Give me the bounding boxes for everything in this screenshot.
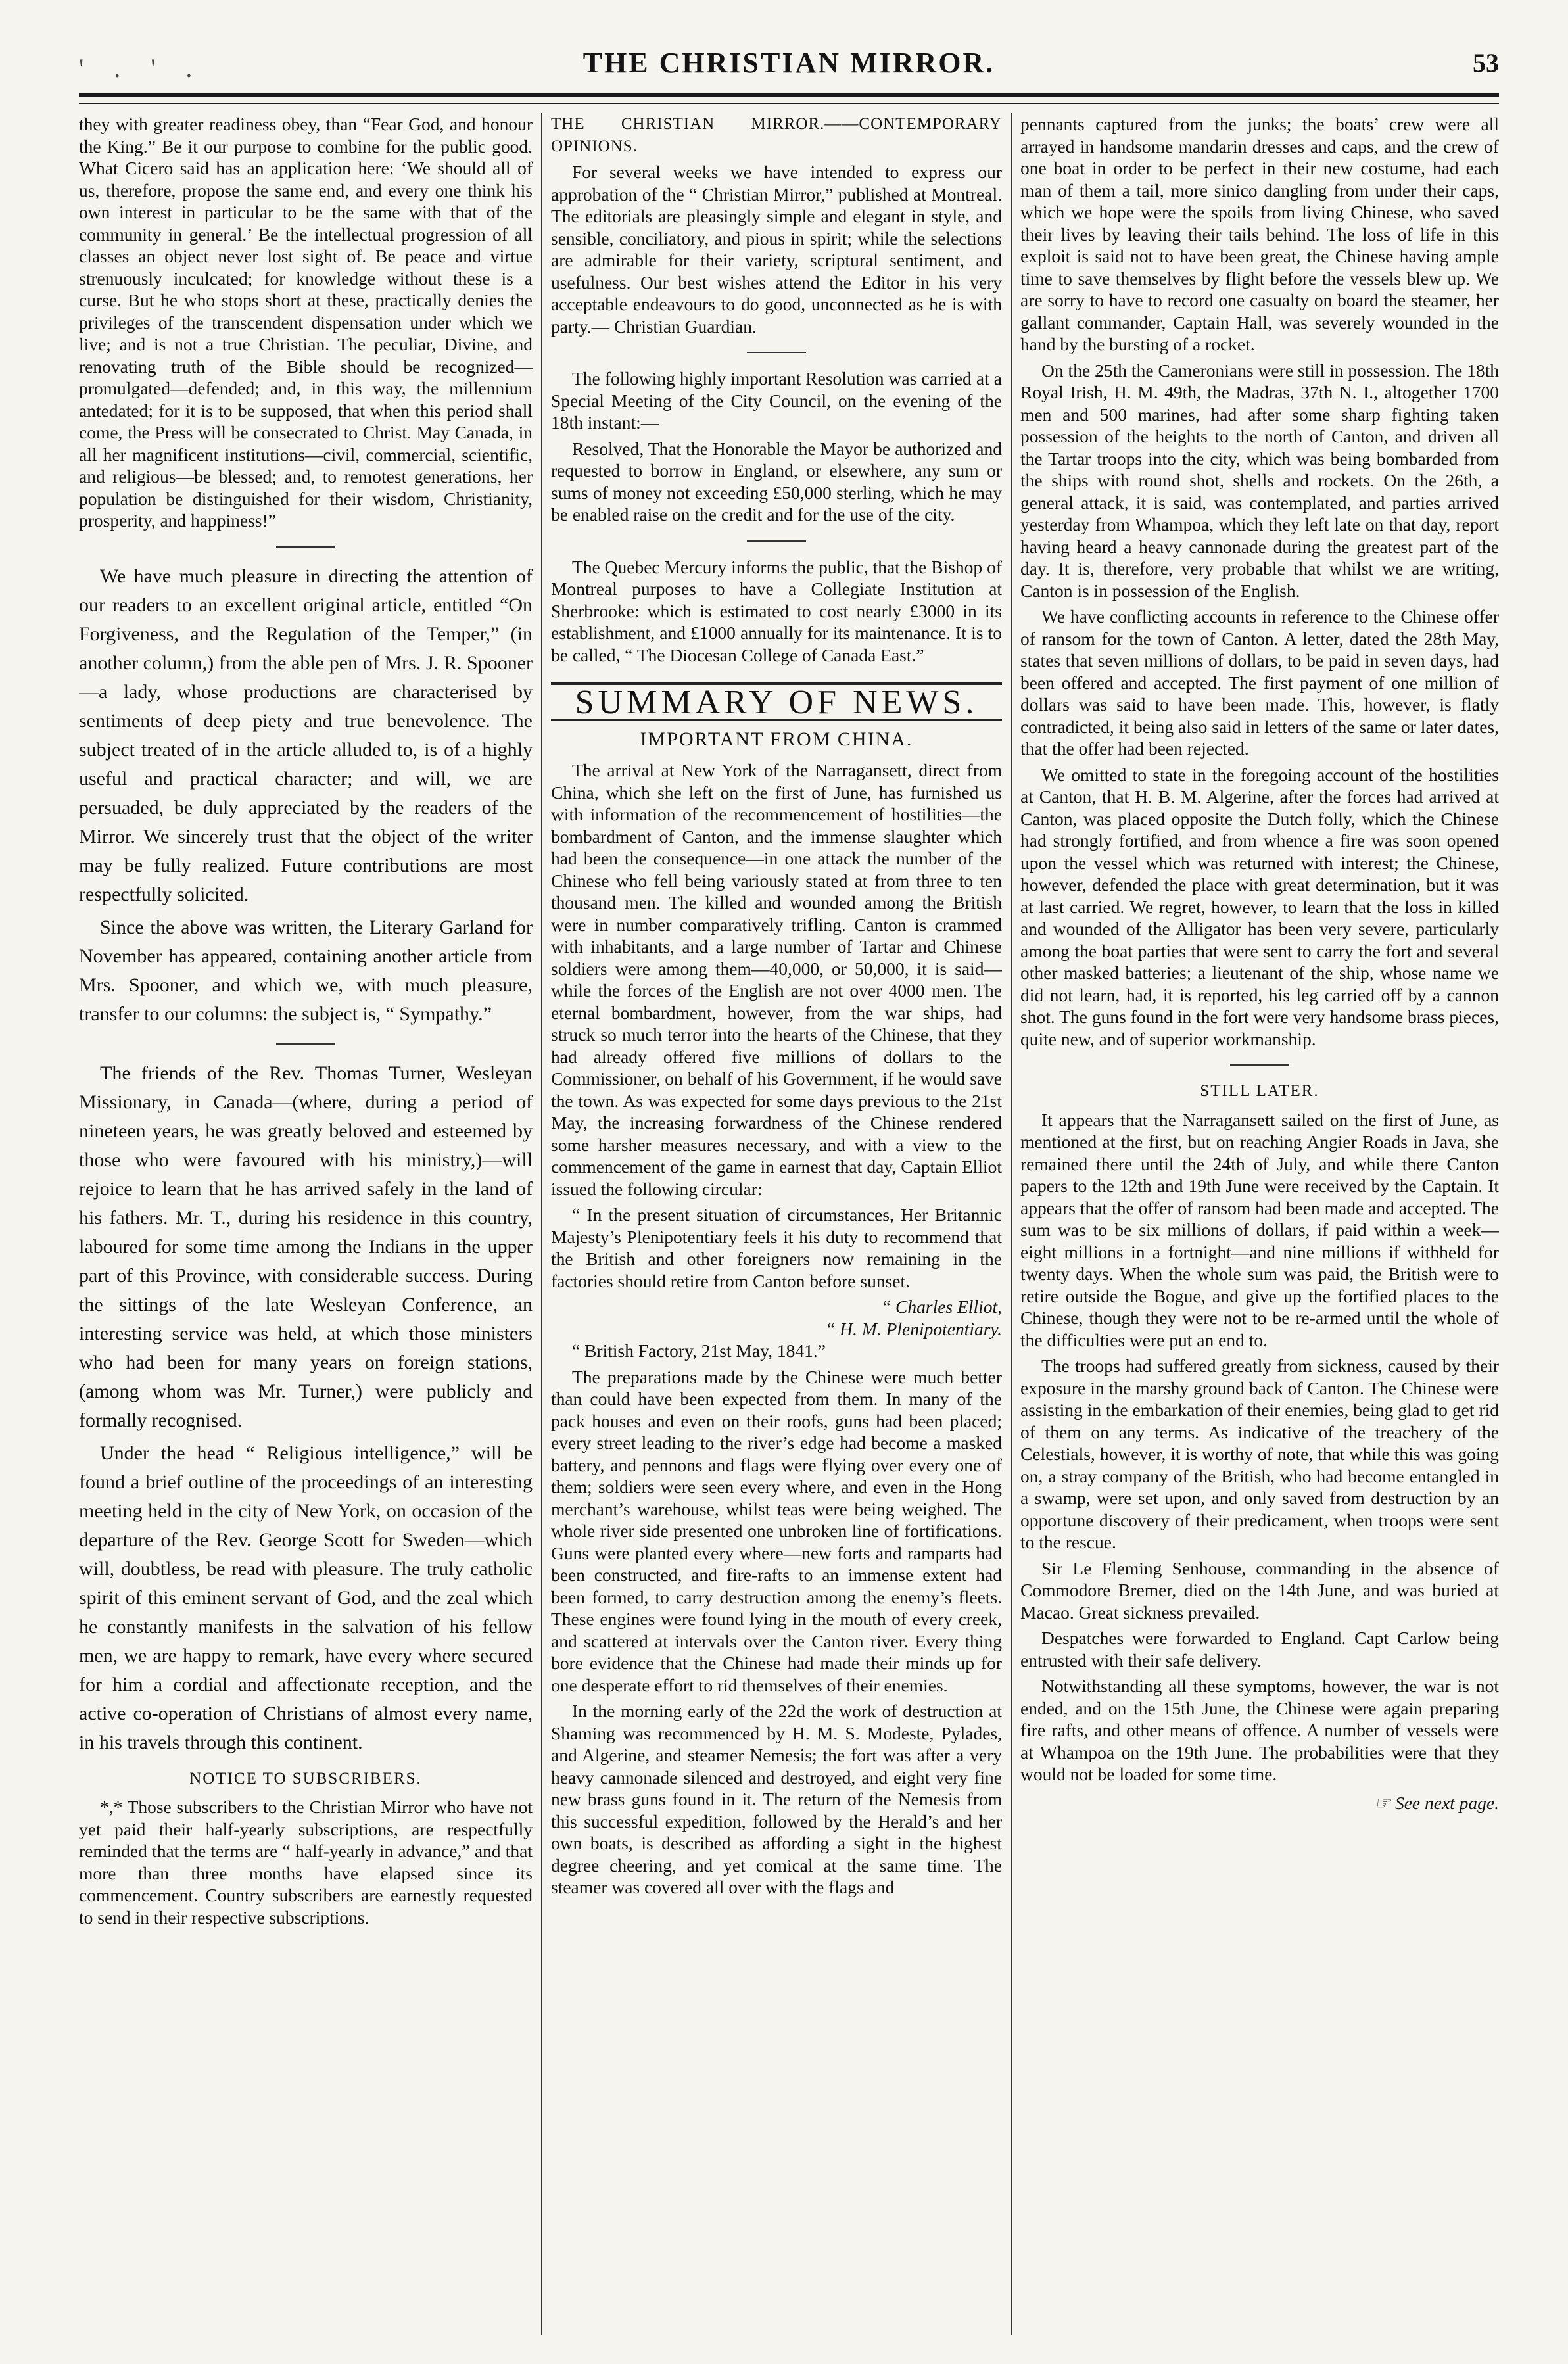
notice-heading: NOTICE TO SUBSCRIBERS.: [189, 1769, 422, 1787]
col2-para-circular: “ In the present situation of circumstances, Her Britannic Majesty’s Plenipotentiary feels it his duty to recommend that the British and other foreigners now remaining in the factories should retire from Canton before sunset.: [551, 1204, 1002, 1291]
china-heading: IMPORTANT FROM CHINA.: [640, 728, 913, 750]
col3-para-algerine: We omitted to state in the foregoing account of the hostilities at Canton, that H. B. M. Algerine, after the forces had arrived at Canton, was placed opposite the Dutch folly, which the Chinese had strongly fortified, and from whence a fire was soon opened upon the vessel which was returned with interest; the Chinese, however, defended the place with great determination, but it was at last carried. We regret, however, to learn that the loss in killed and wounded of the Alligator has been very severe, particularly among the boat parties that were sent to carry the fort and several other masked batteries; a lieutenant of the ship, whose name we did not learn, had, it is reported, his leg carried off by a cannon shot. The guns found in the fort were very handsome brass pieces, quite new, and of superior workmanship.: [1020, 764, 1499, 1049]
col3-para-senhouse: Sir Le Fleming Senhouse, commanding in the absence of Commodore Bremer, died on the 14th June, and was buried at Macao. Great sickness prevailed.: [1020, 1557, 1499, 1622]
col1-para-religious: Under the head “ Religious intelligence,” will be found a brief outline of the proceedings of an interesting meeting held in the city of New York, on occasion of the departure of the Rev. George Scott for Sweden—which will, doubtless, be read with pleasure. The truly catholic spirit of this eminent servant of God, and the zeal which he constantly manifests in the salvation of his fellow men, we are happy to remark, have every where secured for him a cordial and affectionate reception, and the active co-operation of Christians of almost every name, in his travels through this continent.: [79, 1442, 533, 1753]
separator: [747, 352, 806, 353]
col2-para-mercury: The Quebec Mercury informs the public, that the Bishop of Montreal purposes to have a Collegiate Institution at Sherbrooke: which is estimated to cost nearly £3000 in its establishment, and £1000 annually for its maintenance. It is to be called, “ The Diocesan College of Canada East.”: [551, 556, 1002, 665]
header-dots: ' . ' .: [79, 53, 204, 83]
col2-para-narragansett: The arrival at New York of the Narragansett, direct from China, which she left on the first of June, has furnished us with information of the recommencement of hostilities—the bombardment of Canton, and the immense slaughter which had been the consequence—in one attack the number of the Chinese who fell being variously stated at from three to ten thousand men. The killed and wounded among the British were in number comparatively trifling. Canton is crammed with inhabitants, and a large number of Tartar and Chinese soldiers were among them—40,000, or 50,000, it is said—while the forces of the English are not over 4000 men. The eternal bombardment, however, from the war ships, had struck so much terror into the hearts of the Chinese, that they had already offered five millions of dollars to the Commissioner, on behalf of his Government, if he would save the town. As was expected for some days previous to the 21st May, the increasing forwardness of the Chinese rendered some harsher measures necessary, and with a view to the commencement of the game in earnest that day, Captain Elliot issued the following circular:: [551, 760, 1002, 1199]
col1-para-garland: Since the above was written, the Literary Garland for November has appeared, containing another article from Mrs. Spooner, and which we, with much pleasure, transfer to our columns: the subject is, “ Sympathy.”: [79, 916, 533, 1025]
column-3: [1020, 113, 1499, 2342]
summary-of-news-heading: SUMMARY OF NEWS.: [551, 682, 1002, 721]
col2-para-preparations: The preparations made by the Chinese were much better than could have been expected from them. In many of the pack houses and even on their roofs, guns had been placed; every street leading to the river’s edge had become a masked battery, and pennons and flags were flying over every one of them; soldiers were seen every where, and even in the Hong merchant’s warehouse, whilst teas were being weighed. The whole river side presented one unbroken line of fortifications. Guns were planted every where—new forts and ramparts had been constructed, and fire-rafts to an immense extent had been formed, to carry destruction among the enemy’s fleets. These engines were found lying in the mouth of every creek, and scattered at intervals over the Canton river. Every thing bore evidence that the Chinese had made their minds up for one desperate effort to rid themselves of their enemies.: [551, 1366, 1002, 1695]
col1-para-spooner: We have much pleasure in directing the attention of our readers to an excellent original article, entitled “On Forgiveness, and the Regulation of the Temper,” (in another column,) from the able pen of Mrs. J. R. Spooner—a lady, whose productions are characterised by sentiments of deep piety and true benevolence. The subject treated of in the article alluded to, is of a highly useful and practical character; and will, we are persuaded, be duly appreciated by the readers of the Mirror. We sincerely trust that the object of the writer may be fully realized. Future contributions are most respectfully solicited.: [79, 565, 533, 905]
separator: [747, 540, 806, 542]
page-number: 53: [1473, 48, 1499, 78]
col3-para-angier: It appears that the Narragansett sailed on the first of June, as mentioned at the first, but on reaching Angier Roads in Java, she remained there until the 24th of July, and while there Canton papers to the 12th and 19th June were received by the Captain. It appears that the offer of ransom had been made and accepted. The sum was to be six millions of dollars, if paid within a week—eight millions in a fortnight—and nine millions if withheld for twenty days. When the whole sum was paid, the British were to retire outside the Bogue, and give up the fortified places to the Chinese, though they were not to be re-armed until the whole of the difficulties were put an end to.: [1020, 1109, 1499, 1350]
header-rule-thin: [79, 103, 1499, 104]
col3-para-notwithstanding: Notwithstanding all these symptoms, however, the war is not ended, and on the 15th June, the Chinese were again preparing fire rafts, and other means of offence. A number of vessels were at Whampoa on the 19th June. The probabilities were that they would not be loaded for some time.: [1020, 1676, 1499, 1784]
col3-para-cameronians: On the 25th the Cameronians were still in possession. The 18th Royal Irish, H. M. 49th, the Madras, 37th N. I., altogether 1700 men and 500 marines, had after some sharp fighting taken possession of the heights to the north of Canton, and driven all the Tartar troops into the city, which was being bombarded from the ships with round shot, shells and rockets. On the 26th, a general attack, it is said, was contemplated, and parties arrived yesterday from Whampoa, which they left late on that day, report having heard a heavy cannonade during the greatest part of the day. It is, therefore, very probable that whilst we are writing, Canton is in possession of the English.: [1020, 360, 1499, 601]
column-2: [551, 113, 1002, 2342]
col1-para-turner: The friends of the Rev. Thomas Turner, Wesleyan Missionary, in Canada—(where, during a period of nineteen years, he was greatly beloved and esteemed by those who were favoured with his ministry,)—will rejoice to learn that he has arrived safely in the land of his fathers. Mr. T., during his residence in this country, laboured for some time among the Indians in the upper part of this Province, with considerable success. During the sittings of the late Wesleyan Conference, an interesting service was held, at which those ministers who had been for many years on foreign stations, (among whom was Mr. Turner,) were publicly and formally recognised.: [79, 1062, 533, 1431]
col3-para-sickness: The troops had suffered greatly from sickness, caused by their exposure in the marshy ground back of Canton. The Chinese were assisting in the embarkation of their enemies, being glad to get rid of them on any terms. As indicative of the treachery of the Celestials, however, it is worthy of note, that while this was going on, a stray company of the British, who had become entangled in a swamp, were set upon, and only saved from destruction by an opportune discovery of their predicament, when troops were sent to the rescue.: [1020, 1356, 1499, 1552]
col3-para-pennants: pennants captured from the junks; the boats’ crew were all arrayed in handsome mandarin dresses and caps, and the crew of one boat in order to be perfect in their new costume, had each man of them a tail, more sinico dangling from under their caps, which we hope were the spoils from living Chinese, who saved their lives by leaving their tails behind. The loss of life in this exploit is said not to have been great, the Chinese having ample time to save themselves by flight before the vessels blew up. We are sorry to have to record one casualty on board the steamer, her gallant commander, Captain Hall, was severely wounded in the hand by the bursting of a rocket.: [1020, 114, 1499, 354]
separator: [276, 1043, 335, 1045]
contemporary-opinions-title: THE CHRISTIAN MIRROR.——CONTEMPORARY OPINIONS.: [551, 115, 1002, 155]
column-divider-1: [541, 113, 542, 2335]
separator: [1230, 1064, 1289, 1066]
signature-title: “ H. M. Plenipotentiary.: [825, 1318, 1002, 1339]
col1-para-1: they with greater readiness obey, than “Fear God, and honour the King.” Be it our purpose to combine for the public good. What Cicero said has an application here: ‘We should all of us, therefore, propose the same end, and every one think his own interest in particular to be the same with that of the community in general.’ Be the intellectual progression of all classes an object never lost sight of. Be peace and virtue strenuously inculcated; for knowledge without these is a curse. But he who stops short at these, practically denies the privileges of the transcendent dispensation under which we live; and is not a true Christian. The peculiar, Divine, and renovating truth of the Bible should be recognized—promulgated—defended; and, in this way, the millennium antedated; for it is to be supposed, that when this period shall come, the Press will be consecrated to Christ. May Canada, in all her magnificent institutions—civil, commercial, scientific, and religious—be blessed; and, to remotest generations, her population be distinguished for their wisdom, Christianity, prosperity, and happiness!”: [79, 114, 533, 531]
col2-para-resolved: Resolved, That the Honorable the Mayor be authorized and requested to borrow in England, or elsewhere, any sum or sums of money not exceeding £50,000 sterling, which he may be enabled raise on the credit and for the use of the city.: [551, 438, 1002, 525]
col2-para-opinions: For several weeks we have intended to express our approbation of the “ Christian Mirror,” published at Montreal. The editorials are pleasingly simple and elegant in style, and sensible, conciliatory, and pious in spirit; while the selections are admirable for their variety, scriptural sentiment, and usefulness. Our best wishes attend the Editor in his very acceptable endeavours to do good, unconnected as he is with party.— Christian Guardian.: [551, 162, 1002, 337]
signature-date: “ British Factory, 21st May, 1841.”: [572, 1340, 826, 1361]
separator: [276, 546, 335, 548]
see-next-page-note: ☞ See next page.: [1374, 1792, 1499, 1813]
col3-para-despatches: Despatches were forwarded to England. Capt Carlow being entrusted with their safe delivery.: [1020, 1628, 1499, 1670]
col2-para-shaming: In the morning early of the 22d the work of destruction at Shaming was recommenced by H. M. S. Modeste, Pylades, and Algerine, and steamer Nemesis; the fort was after a very heavy cannonade silenced and destroyed, and eight very fine new brass guns found in it. The return of the Nemesis from this successful expedition, followed by the Herald’s and her own boats, is described as affording a sight in the highest degree cheering, and yet comical at the same time. The steamer was covered all over with the flags and: [551, 1701, 1002, 1897]
column-1: [79, 113, 533, 2342]
masthead-title: THE CHRISTIAN MIRROR.: [582, 47, 995, 79]
signature-name: “ Charles Elliot,: [880, 1296, 1002, 1317]
col1-para-notice: *,* Those subscribers to the Christian Mirror who have not yet paid their half-yearly subscriptions, are respectfully reminded that the terms are “ half-yearly in advance,” and that more than three months have elapsed since its commencement. Country subscribers are earnestly requested to send in their respective subscriptions.: [79, 1797, 533, 1927]
header-rule-thick: [79, 93, 1499, 97]
page-header: [79, 39, 1499, 85]
still-later-heading: STILL LATER.: [1200, 1082, 1319, 1100]
col2-para-resolution-intro: The following highly important Resolution was carried at a Special Meeting of the City Council, on the evening of the 18th instant:—: [551, 368, 1002, 433]
column-divider-2: [1011, 113, 1012, 2335]
col3-para-ransom: We have conflicting accounts in reference to the Chinese offer of ransom for the town of Canton. A letter, dated the 28th May, states that seven millions of dollars, to be paid in seven days, had been offered and accepted. The first payment of one million of dollars was said to have been made. This, however, is flatly contradicted, it being also said in letters of the same or later dates, that the offer had been rejected.: [1020, 606, 1499, 759]
